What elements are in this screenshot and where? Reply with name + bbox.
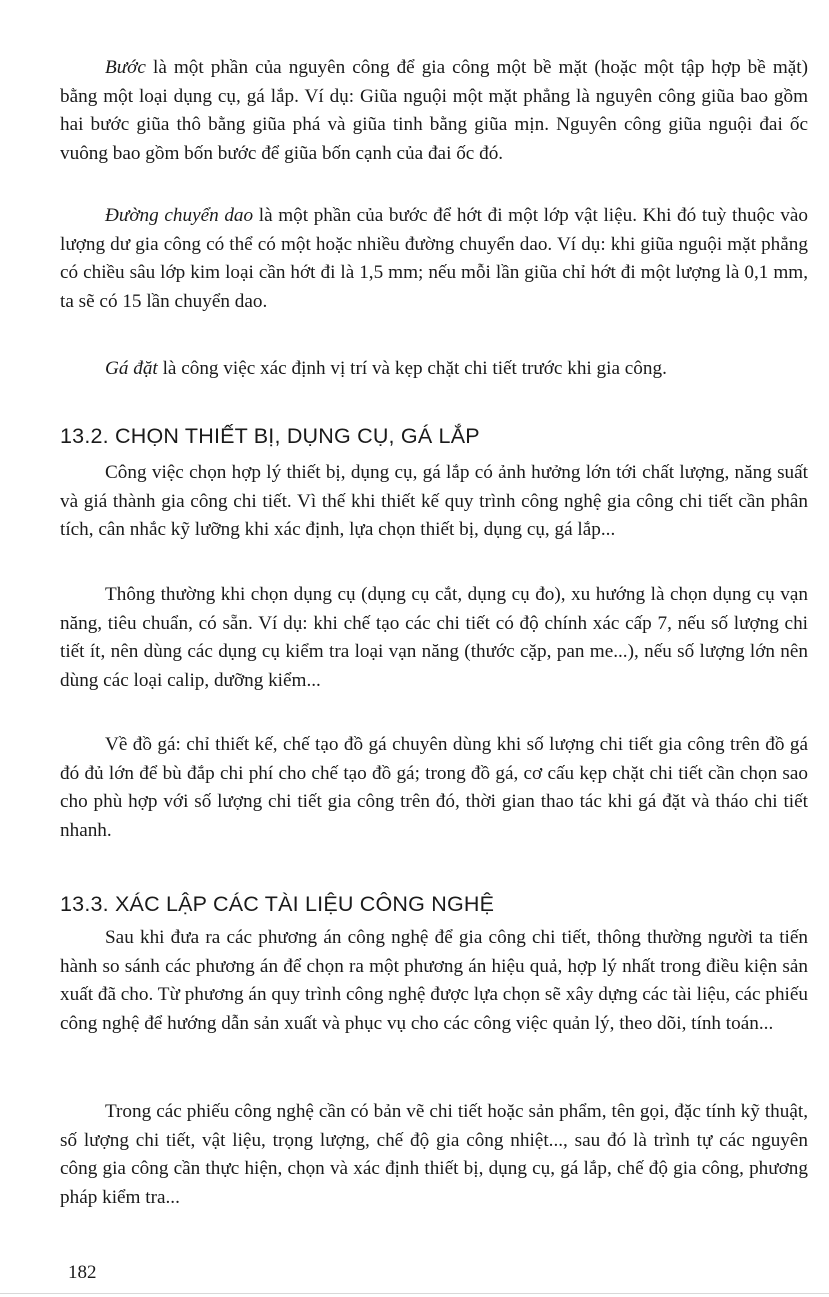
paragraph-text: là một phần của bước để hớt đi một lớp vật liệu. Khi đó tuỳ thuộc vào lượng dư gia công có thể có một hoặc nhiều đường chuyển dao. Ví dụ: khi giũa nguội mặt phẳng có chiều sâu lớp kim loại cần hớt đi là 1,5 mm; nếu mỗi lần giũa chỉ hớt đi một lượng là 0,1 mm, ta sẽ có 15 lần chuyển dao. [60, 205, 808, 312]
paragraph-13-3-2: Trong các phiếu công nghệ cần có bản vẽ chi tiết hoặc sản phẩm, tên gọi, đặc tính kỹ thuật, số lượng chi tiết, vật liệu, trọng lượng, chế độ gia công nhiệt..., sau đó là trình tự các nguyên công gia công cần thực hiện, chọn và xác định thiết bị, dụng cụ, gá lắp, chế độ gia công, phương pháp kiểm tra... [60, 1101, 808, 1208]
page-number: 182 [68, 1262, 97, 1283]
paragraph-13-2-3: Về đồ gá: chỉ thiết kế, chế tạo đồ gá chuyên dùng khi số lượng chi tiết gia công trên đồ gá đó đủ lớn để bù đắp chi phí cho chế tạo đồ gá; trong đồ gá, cơ cấu kẹp chặt chi tiết cần chọn sao cho phù hợp với số lượng chi tiết gia công trên đó, thời gian thao tác khi gá đặt và tháo chi tiết nhanh. [60, 734, 808, 841]
term-buoc: Bước [105, 57, 146, 78]
section-heading-13-3: 13.3. XÁC LẬP CÁC TÀI LIỆU CÔNG NGHỆ [60, 892, 495, 916]
paragraph-13-2-1: Công việc chọn hợp lý thiết bị, dụng cụ, gá lắp có ảnh hưởng lớn tới chất lượng, năng suất và giá thành gia công chi tiết. Vì thế khi thiết kế quy trình công nghệ gia công chi tiết cần phân tích, cân nhắc kỹ lưỡng khi xác định, lựa chọn thiết bị, dụng cụ, gá lắp... [60, 462, 808, 540]
paragraph-13-2-2: Thông thường khi chọn dụng cụ (dụng cụ cắt, dụng cụ đo), xu hướng là chọn dụng cụ vạn năng, tiêu chuẩn, có sẵn. Ví dụ: khi chế tạo các chi tiết có độ chính xác cấp 7, nếu số lượng chi tiết ít, nên dùng các dụng cụ kiểm tra loại vạn năng (thước cặp, pan me...), nếu số lượng lớn nên dùng các loại calip, dưỡng kiểm... [60, 584, 808, 691]
paragraph-text: là công việc xác định vị trí và kẹp chặt chi tiết trước khi gia công. [157, 358, 667, 379]
paragraph-duong-chuyen-dao [60, 202, 808, 316]
paragraph-buoc [60, 54, 808, 168]
term-duong-chuyen-dao: Đường chuyển dao [105, 205, 254, 226]
term-ga-dat: Gá đặt [105, 358, 158, 379]
paragraph-text: là một phần của nguyên công để gia công một bề mặt (hoặc một tập hợp bề mặt) bằng một loại dụng cụ, gá lắp. Ví dụ: Giũa nguội một mặt phẳng là nguyên công giũa bao gồm hai bước giũa thô bằng giũa phá và giũa tinh bằng giũa mịn. Nguyên công giũa nguội đai ốc vuông bao gồm bốn bước để giũa bốn cạnh của đai ốc đó. [60, 57, 808, 164]
paragraph-13-3-1: Sau khi đưa ra các phương án công nghệ để gia công chi tiết, thông thường người ta tiến hành so sánh các phương án để chọn ra một phương án hiệu quả, hợp lý nhất trong điều kiện sản xuất đã cho. Từ phương án quy trình công nghệ được lựa chọn sẽ xây dựng các tài liệu, các phiếu công nghệ để hướng dẫn sản xuất và phục vụ cho các công việc quản lý, theo dõi, tính toán... [60, 927, 808, 1034]
paragraph-ga-dat [60, 355, 808, 384]
section-heading-13-2: 13.2. CHỌN THIẾT BỊ, DỤNG CỤ, GÁ LẮP [60, 424, 480, 448]
page-edge-divider [0, 1293, 829, 1294]
